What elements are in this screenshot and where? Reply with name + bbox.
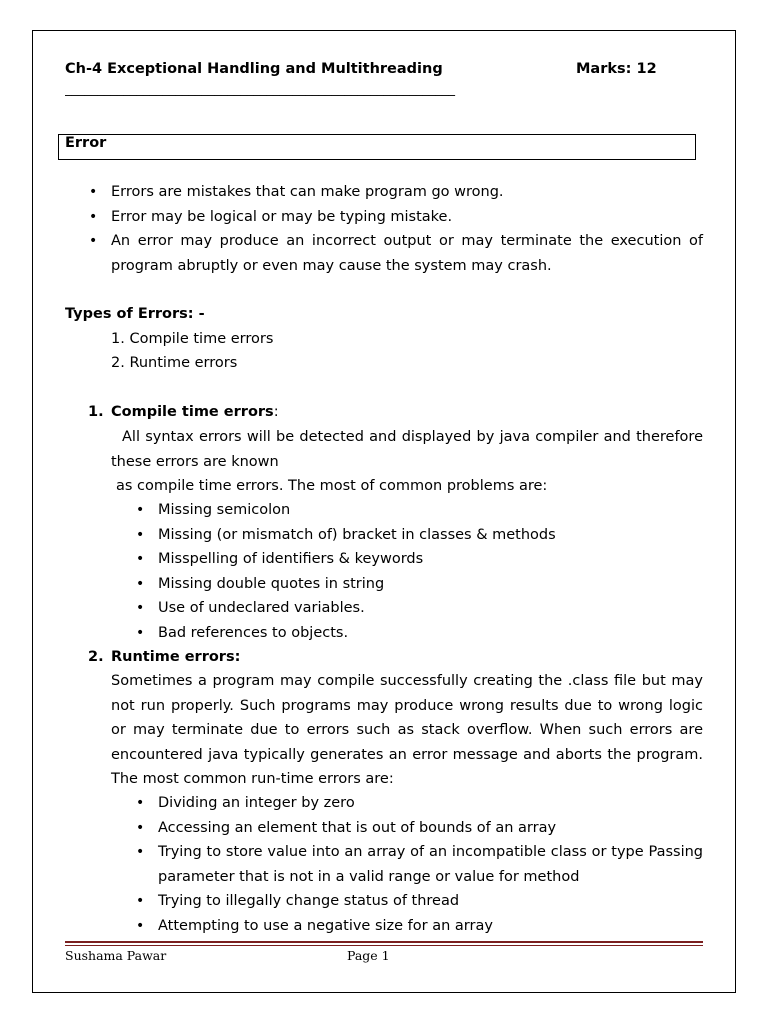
compile-heading: Compile time errors: bbox=[111, 404, 279, 420]
types-heading: Types of Errors: - bbox=[65, 306, 205, 322]
runtime-heading: Runtime errors: bbox=[111, 649, 241, 665]
footer-author: Sushama Pawar bbox=[65, 948, 167, 963]
bullet-icon: • bbox=[136, 844, 145, 860]
bullet-icon: • bbox=[89, 233, 98, 249]
list-item: • Missing semicolon bbox=[158, 498, 703, 523]
footer-rule bbox=[65, 941, 703, 943]
list-item: • Missing double quotes in string bbox=[158, 572, 703, 597]
types-item-compile: 1. Compile time errors bbox=[111, 331, 274, 347]
bullet-icon: • bbox=[136, 526, 145, 543]
chapter-title: Ch-4 Exceptional Handling and Multithreading bbox=[65, 61, 443, 77]
list-item: • Trying to illegally change status of thread bbox=[158, 889, 703, 914]
compile-paragraph-2: as compile time errors. The most of common problems are: bbox=[116, 478, 548, 494]
bullet-icon: • bbox=[136, 502, 145, 518]
list-item: • Error may be logical or may be typing mistake. bbox=[111, 205, 703, 230]
bullet-icon: • bbox=[136, 575, 145, 592]
bullet-icon: • bbox=[89, 184, 98, 200]
runtime-bullet-list bbox=[136, 791, 703, 938]
bullet-icon: • bbox=[136, 893, 145, 909]
runtime-number: 2. bbox=[88, 649, 104, 665]
footer-page-number: Page 1 bbox=[347, 948, 390, 963]
runtime-paragraph: Sometimes a program may compile successfully creating the .class file but may not run properly. Such programs may produce wrong results due to wrong logic or may terminate due to errors such as stack overflow. When such errors are encountered java typically generates an error message and aborts the program. The most common run-time errors are: bbox=[111, 673, 703, 787]
bullet-icon: • bbox=[136, 624, 145, 641]
section-box-error bbox=[58, 134, 696, 160]
bullet-icon: • bbox=[136, 917, 145, 934]
bullet-icon: • bbox=[89, 208, 98, 225]
bullet-icon: • bbox=[136, 819, 145, 836]
compile-bullet-list bbox=[136, 498, 703, 645]
bullet-icon: • bbox=[136, 551, 145, 567]
error-bullet-list bbox=[89, 180, 703, 278]
bullet-icon: • bbox=[136, 795, 145, 811]
list-item: • Attempting to use a negative size for an array bbox=[158, 914, 703, 939]
compile-paragraph-1: All syntax errors will be detected and displayed by java compiler and therefore these errors are known bbox=[111, 429, 703, 470]
list-item: • Errors are mistakes that can make program go wrong. bbox=[111, 180, 703, 205]
list-item: • Missing (or mismatch of) bracket in classes & methods bbox=[158, 523, 703, 548]
section-box-title: Error bbox=[65, 135, 107, 151]
header-rule: ____________________________________________________________ bbox=[65, 82, 455, 97]
footer-rule-thin bbox=[65, 945, 703, 946]
list-item: • An error may produce an incorrect output or may terminate the execution of program abruptly or even may cause the system may crash. bbox=[111, 229, 703, 278]
bullet-icon: • bbox=[136, 600, 145, 616]
list-item: • Misspelling of identifiers & keywords bbox=[158, 547, 703, 572]
list-item: • Dividing an integer by zero bbox=[158, 791, 703, 816]
compile-number: 1. bbox=[88, 404, 104, 420]
list-item: • Trying to store value into an array of an incompatible class or type Passing parameter that is not in a valid range or value for method bbox=[158, 840, 703, 889]
list-item: • Bad references to objects. bbox=[158, 621, 703, 646]
list-item: • Accessing an element that is out of bounds of an array bbox=[158, 816, 703, 841]
list-item: • Use of undeclared variables. bbox=[158, 596, 703, 621]
marks-label: Marks: 12 bbox=[576, 61, 657, 77]
types-item-runtime: 2. Runtime errors bbox=[111, 355, 238, 371]
